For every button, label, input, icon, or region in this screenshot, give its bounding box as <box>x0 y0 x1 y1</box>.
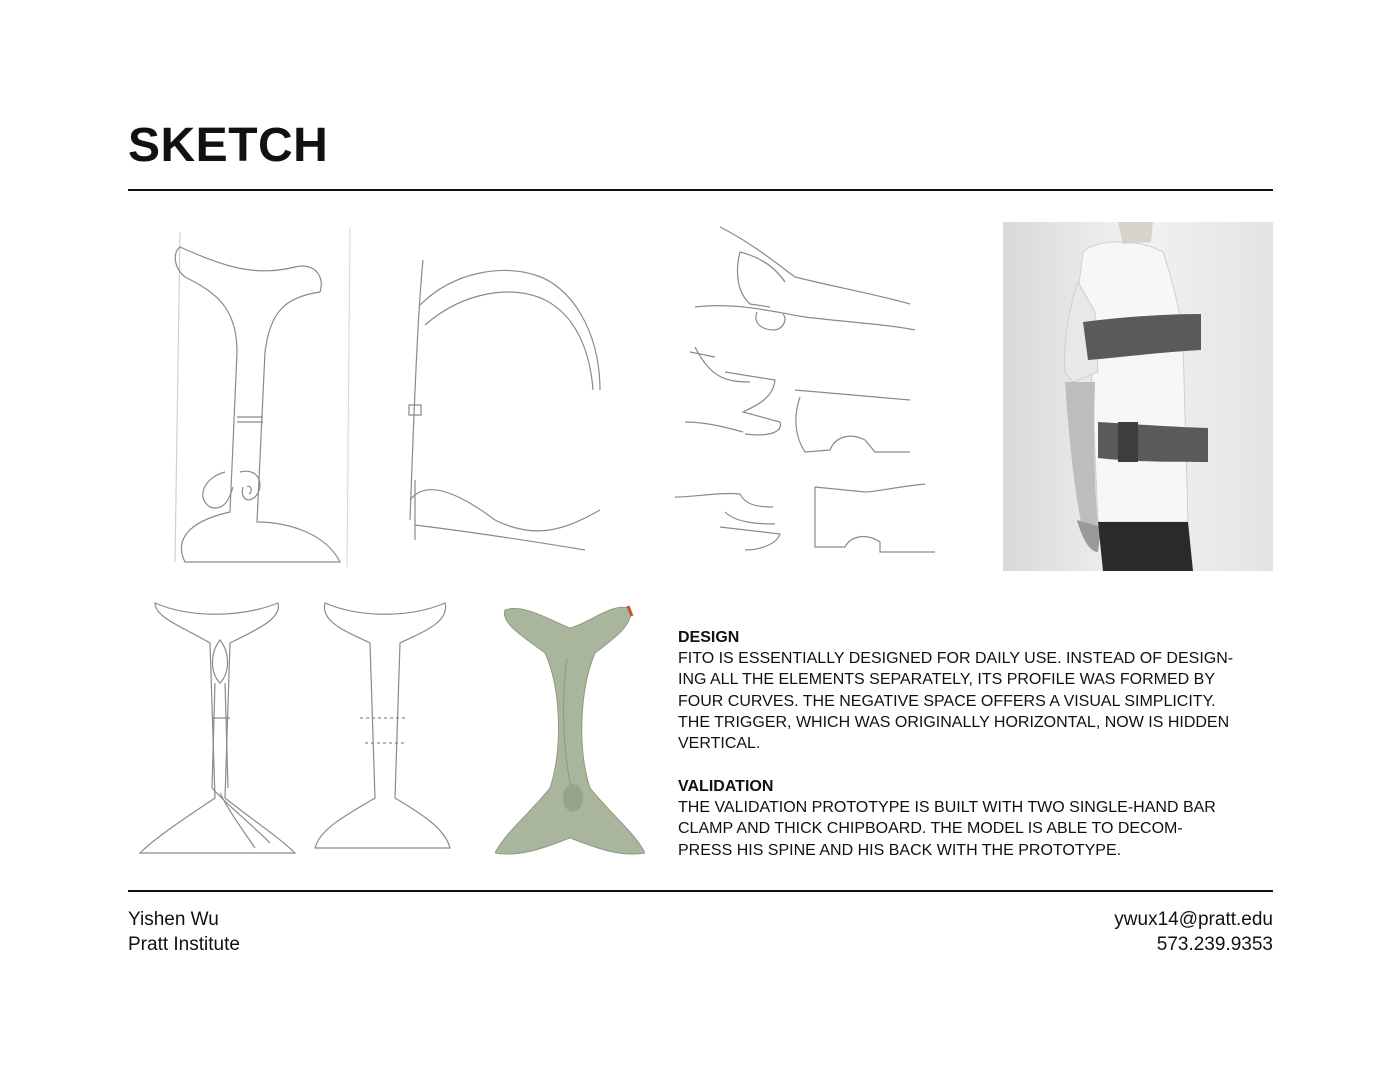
sketch-side-view <box>395 240 605 570</box>
design-section <box>678 627 1278 754</box>
validation-line: PRESS HIS SPINE AND HIS BACK WITH THE PROTOTYPE. <box>678 841 1122 859</box>
prototype-photo <box>1003 222 1273 571</box>
author-email: ywux14@pratt.edu <box>1114 909 1273 930</box>
sketch-front-view <box>165 222 355 572</box>
validation-line: THE VALIDATION PROTOTYPE IS BUILT WITH TWO SINGLE-HAND BAR <box>678 799 1216 816</box>
design-heading: DESIGN <box>678 629 740 646</box>
author-name: Yishen Wu <box>128 909 219 930</box>
author-school: Pratt Institute <box>128 934 240 955</box>
contact-info <box>1114 907 1273 957</box>
validation-line: CLAMP AND THICK CHIPBOARD. THE MODEL IS ABLE TO DECOM- <box>678 820 1183 838</box>
design-line: VERTICAL. <box>678 735 761 753</box>
sketch-front-outline <box>130 598 300 863</box>
author-info <box>128 907 240 957</box>
design-line: ING ALL THE ELEMENTS SEPARATELY, ITS PROFILE WAS FORMED BY <box>678 671 1216 689</box>
header-divider <box>128 189 1273 191</box>
page-title: SKETCH <box>128 119 329 172</box>
validation-heading: VALIDATION <box>678 778 774 795</box>
footer-divider <box>128 890 1273 892</box>
design-line: FITO IS ESSENTIALLY DESIGNED FOR DAILY USE. INSTEAD OF DESIGN- <box>678 650 1234 667</box>
validation-section <box>678 776 1278 861</box>
sketch-trigger-details <box>665 222 940 557</box>
clay-model-photo <box>495 598 645 860</box>
design-line: THE TRIGGER, WHICH WAS ORIGINALLY HORIZONTAL, NOW IS HIDDEN <box>678 713 1230 731</box>
author-phone: 573.239.9353 <box>1156 934 1273 955</box>
sketch-profile-outline <box>310 598 460 858</box>
design-line: FOUR CURVES. THE NEGATIVE SPACE OFFERS A VISUAL SIMPLICITY. <box>678 692 1216 710</box>
